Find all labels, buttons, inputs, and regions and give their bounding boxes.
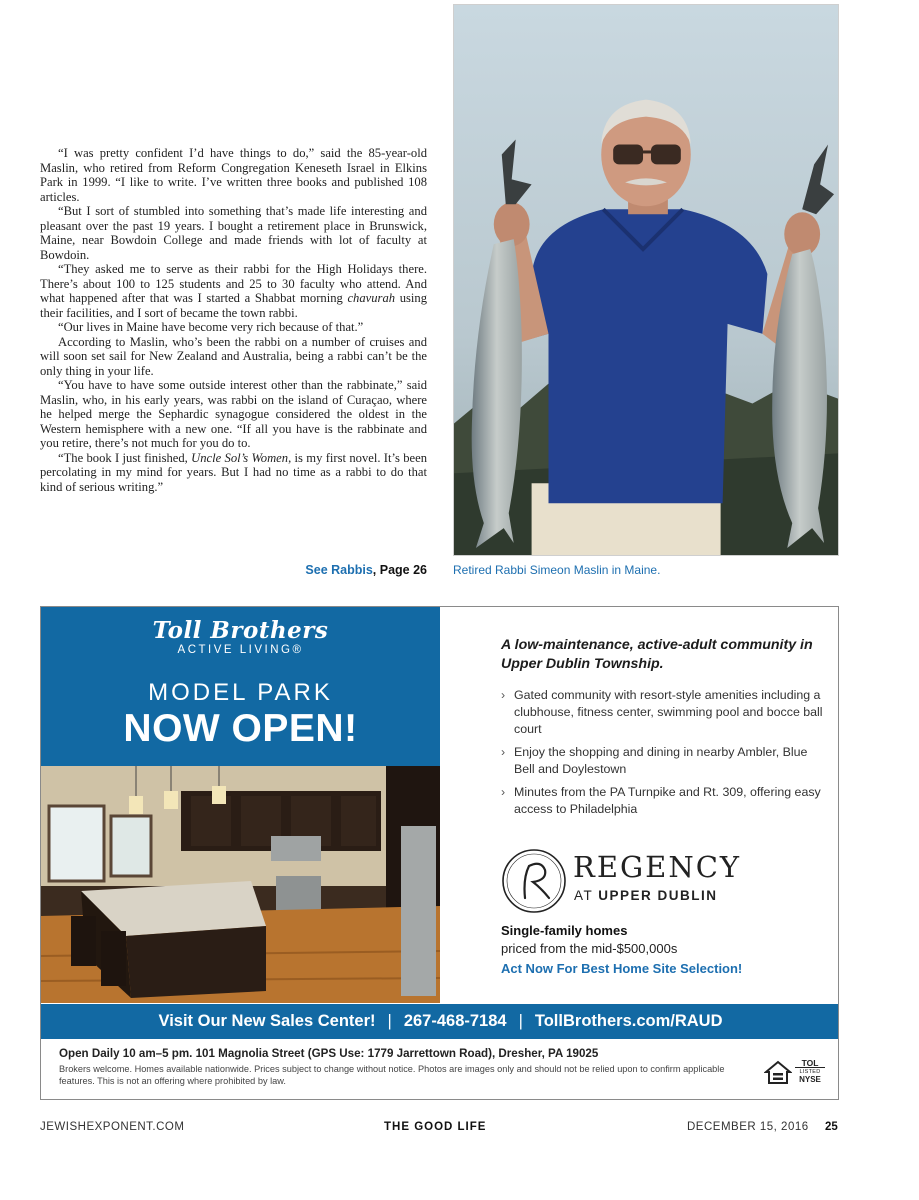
regency-at: AT: [574, 888, 594, 903]
nyse-label: NYSE: [799, 1075, 821, 1084]
ad-header-panel: [41, 607, 440, 766]
model-park-heading: MODEL PARK: [148, 679, 333, 706]
ad-tagline: A low-maintenance, active-adult community in Upper Dublin Township.: [501, 637, 813, 672]
regency-place: UPPER DUBLIN: [598, 888, 718, 903]
brand-subtitle: ACTIVE LIVING®: [177, 644, 304, 656]
italic-term: chavurah: [347, 291, 396, 305]
regency-monogram-icon: [501, 848, 567, 914]
feature-text: Minutes from the PA Turnpike and Rt. 309, offering easy access to Philadelphia: [514, 785, 821, 816]
kitchen-illustration: [41, 766, 440, 1003]
photo-illustration: [454, 5, 838, 555]
regency-wordmark: REGENCY: [573, 850, 742, 884]
ad-footer: [59, 1047, 759, 1087]
paragraph: “You have to have some outside interest other than the rabbinate,” said Maslin, who, in his early years, was rabbi on the island of Curaçao, where he helped merge the Sephardic synagogue considered the oldest in the Western hemisphere with a new one. “If all you have is the rabbinate and you retire, there’s not much for you do to.: [40, 378, 427, 450]
kitchen-photo: [41, 766, 440, 1003]
photo-caption: Retired Rabbi Simeon Maslin in Maine.: [453, 563, 661, 577]
rabbi-photo: [453, 4, 839, 556]
paragraph: [40, 451, 427, 495]
phone-number[interactable]: 267-468-7184: [403, 1012, 507, 1030]
separator: |: [518, 1012, 523, 1030]
feature-text: Gated community with resort-style amenities including a clubhouse, fitness center, swimming pool and bocce ball court: [514, 688, 823, 736]
chevron-right-icon: ›: [501, 745, 506, 759]
article-body: [40, 146, 427, 494]
call-to-action[interactable]: Act Now For Best Home Site Selection!: [501, 961, 743, 976]
page-number: 25: [825, 1121, 838, 1133]
nyse-badge: [795, 1059, 825, 1084]
footer-date: DECEMBER 15, 2016: [687, 1121, 809, 1133]
text-run: “The book I just finished,: [58, 450, 192, 465]
book-title: Uncle Sol’s Women: [191, 450, 289, 465]
now-open-heading: NOW OPEN!: [123, 707, 358, 750]
paragraph: “Our lives in Maine have become very rich because of that.”: [58, 320, 364, 334]
regency-location: [574, 888, 718, 903]
legal-disclaimer: Brokers welcome. Homes available nationwide. Prices subject to change without notice. Photos are images only and should not be relied upon to confirm applicable features. This is not an offering where prohibited by law.: [59, 1064, 725, 1086]
feature-text: Enjoy the shopping and dining in nearby Ambler, Blue Bell and Doylestown: [514, 745, 808, 776]
chevron-right-icon: ›: [501, 785, 506, 799]
footer-site[interactable]: JEWISHEXPONENT.COM: [40, 1121, 185, 1133]
text-run: “They asked me to serve as their rabbi for the High Holidays there. There’s about 100 to 125 students and 25 to 30 faculty who attend. And what happened after that was I started a Shabbat morning: [40, 262, 427, 305]
continued-link[interactable]: See Rabbis: [305, 563, 373, 577]
sales-center-text: Visit Our New Sales Center!: [158, 1012, 376, 1030]
feature-item: [501, 687, 831, 738]
paragraph: According to Maslin, who’s been the rabbi on a number of cruises and will soon set sail for New Zealand and Australia, being a rabbi can’t be the only thing in your life.: [40, 334, 427, 378]
homes-price: priced from the mid-$500,000s: [501, 941, 678, 956]
nyse-ticker: TOL: [795, 1059, 825, 1068]
feature-list: [501, 687, 831, 824]
text-run: using their facilities, and I sort of became the town rabbi.: [40, 291, 427, 320]
contact-bar: [41, 1004, 839, 1039]
footer-section: THE GOOD LIFE: [384, 1121, 487, 1133]
paragraph: “But I sort of stumbled into something that’s made life interesting and pleasant over the past 19 years. I bought a retirement place in Brunswick, Maine, near Bowdoin College and made friends with lot of faculty at Bowdoin.: [40, 204, 427, 262]
text-run: , is my first novel. It’s been percolating in my mind for years. But I had no time as a rabbi to do that kind of serious writing.”: [40, 450, 428, 494]
page-footer: [40, 1121, 839, 1135]
nyse-listed: LISTED: [799, 1069, 821, 1075]
feature-item: [501, 784, 831, 818]
paragraph: [40, 262, 427, 320]
equal-housing-icon: [764, 1059, 792, 1087]
feature-item: [501, 744, 831, 778]
continued-reference: [40, 563, 427, 577]
chevron-right-icon: ›: [501, 688, 506, 702]
continued-page: , Page 26: [372, 563, 427, 577]
hours-address: Open Daily 10 am–5 pm. 101 Magnolia Street (GPS Use: 1779 Jarrettown Road), Dresher, PA 19025: [59, 1047, 599, 1060]
brand-logo: Toll Brothers: [152, 617, 329, 644]
homes-title: Single-family homes: [501, 923, 628, 938]
website-link[interactable]: TollBrothers.com/RAUD: [534, 1012, 723, 1030]
toll-brothers-ad[interactable]: [40, 606, 839, 1100]
separator: |: [387, 1012, 392, 1030]
paragraph: “I was pretty confident I’d have things to do,” said the 85-year-old Maslin, who retired from Reform Congregation Keneseth Israel in Elkins Park in 1999. “I like to write. I’ve written three books and published 108 articles.: [40, 146, 427, 204]
